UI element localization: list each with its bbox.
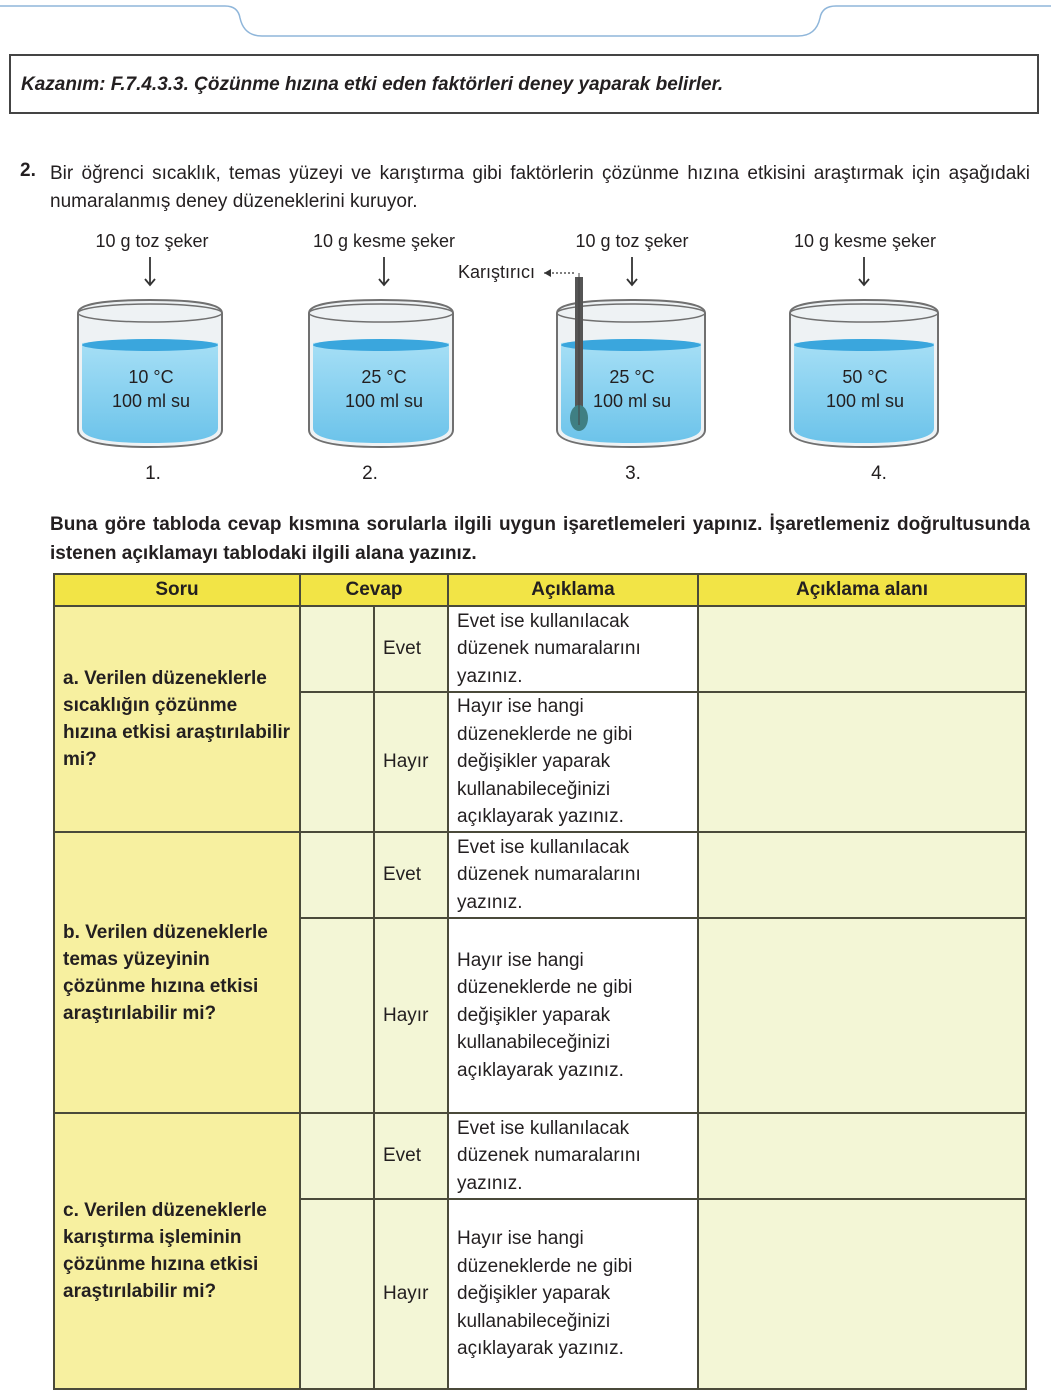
setup-2-sugar: 10 g kesme şeker [312, 231, 456, 251]
checkbox-b-yes[interactable] [300, 832, 374, 918]
answer-area-b-yes[interactable] [698, 832, 1026, 918]
table-row [54, 606, 1026, 692]
setup-1-temp: 10 °C [128, 367, 174, 387]
answer-area-a-yes[interactable] [698, 606, 1026, 692]
hint-a-no: Hayır ise hangi düzeneklerde ne gibi değişikler yaparak kullanabileceğinizi açıklayarak yazınız. [448, 692, 698, 832]
answer-area-c-yes[interactable] [698, 1113, 1026, 1199]
label-c-yes: Evet [374, 1113, 448, 1199]
table-row [54, 832, 1026, 918]
setup-3-volume: 100 ml su [592, 391, 672, 411]
setup-4-conditions [785, 365, 945, 413]
checkbox-c-no[interactable] [300, 1199, 374, 1389]
question-c: c. Verilen düzeneklerle karıştırma işleminin çözünme hızına etkisi araştırılabilir mi? [54, 1113, 300, 1389]
objective-text: Kazanım: F.7.4.3.3. Çözünme hızına etki eden faktörleri deney yaparak belirler. [21, 74, 724, 95]
instruction-text: Buna göre tabloda cevap kısmına sorularla ilgili uygun işaretlemeleri yapınız. İşaretlemeniz doğrultusunda istenen açıklamayı tablodaki ilgili alana yazınız. [50, 514, 1030, 564]
hint-b-yes: Evet ise kullanılacak düzenek numaralarını yazınız. [448, 832, 698, 918]
setup-1-sugar: 10 g toz şeker [95, 231, 209, 251]
setup-4-number: 4. [871, 463, 887, 484]
label-b-no: Hayır [374, 918, 448, 1113]
table-header-row [54, 574, 1026, 606]
answer-table [53, 573, 1027, 1390]
label-c-no: Hayır [374, 1199, 448, 1389]
header-explanation-area: Açıklama alanı [698, 574, 1026, 606]
setup-3-temp: 25 °C [609, 367, 655, 387]
experiment-setups [0, 225, 1051, 495]
setup-4-volume: 100 ml su [825, 391, 905, 411]
objective-box [9, 54, 1039, 114]
question-a: a. Verilen düzeneklerle sıcaklığın çözünme hızına etkisi araştırılabilir mi? [54, 606, 300, 832]
setup-3-sugar: 10 g toz şeker [575, 231, 689, 251]
checkbox-c-yes[interactable] [300, 1113, 374, 1199]
answer-area-b-no[interactable] [698, 918, 1026, 1113]
answer-area-a-no[interactable] [698, 692, 1026, 832]
label-a-no: Hayır [374, 692, 448, 832]
setup-1-number: 1. [145, 463, 161, 484]
header-question: Soru [54, 574, 300, 606]
hint-a-yes: Evet ise kullanılacak düzenek numaralarını yazınız. [448, 606, 698, 692]
question-b: b. Verilen düzeneklerle temas yüzeyinin çözünme hızına etkisi araştırılabilir mi? [54, 832, 300, 1113]
setup-1-conditions [71, 365, 231, 413]
hint-c-yes: Evet ise kullanılacak düzenek numaralarını yazınız. [448, 1113, 698, 1199]
header-explanation: Açıklama [448, 574, 698, 606]
header-decoration [0, 0, 1051, 40]
hint-b-no: Hayır ise hangi düzeneklerde ne gibi değişikler yaparak kullanabileceğinizi açıklayarak yazınız. [448, 918, 698, 1113]
setup-2-number: 2. [362, 463, 378, 484]
stirrer-label: Karıştırıcı [458, 262, 536, 282]
question-number: 2. [20, 160, 36, 181]
header-answer: Cevap [300, 574, 448, 606]
question-text: Bir öğrenci sıcaklık, temas yüzeyi ve karıştırma gibi faktörlerin çözünme hızına etkisini araştırmak için aşağıdaki numaralanmış deney düzeneklerini kuruyor. [50, 163, 1030, 212]
checkbox-b-no[interactable] [300, 918, 374, 1113]
setup-3-conditions [552, 365, 712, 413]
setup-2-temp: 25 °C [361, 367, 407, 387]
label-a-yes: Evet [374, 606, 448, 692]
hint-c-no: Hayır ise hangi düzeneklerde ne gibi değişikler yaparak kullanabileceğinizi açıklayarak yazınız. [448, 1199, 698, 1389]
checkbox-a-yes[interactable] [300, 606, 374, 692]
checkbox-a-no[interactable] [300, 692, 374, 832]
table-row [54, 1113, 1026, 1199]
setup-4-sugar: 10 g kesme şeker [793, 231, 937, 251]
label-b-yes: Evet [374, 832, 448, 918]
answer-area-c-no[interactable] [698, 1199, 1026, 1389]
setup-2-volume: 100 ml su [344, 391, 424, 411]
setup-4-temp: 50 °C [842, 367, 888, 387]
setup-1-volume: 100 ml su [111, 391, 191, 411]
setup-3-number: 3. [625, 463, 641, 484]
setup-2-conditions [304, 365, 464, 413]
